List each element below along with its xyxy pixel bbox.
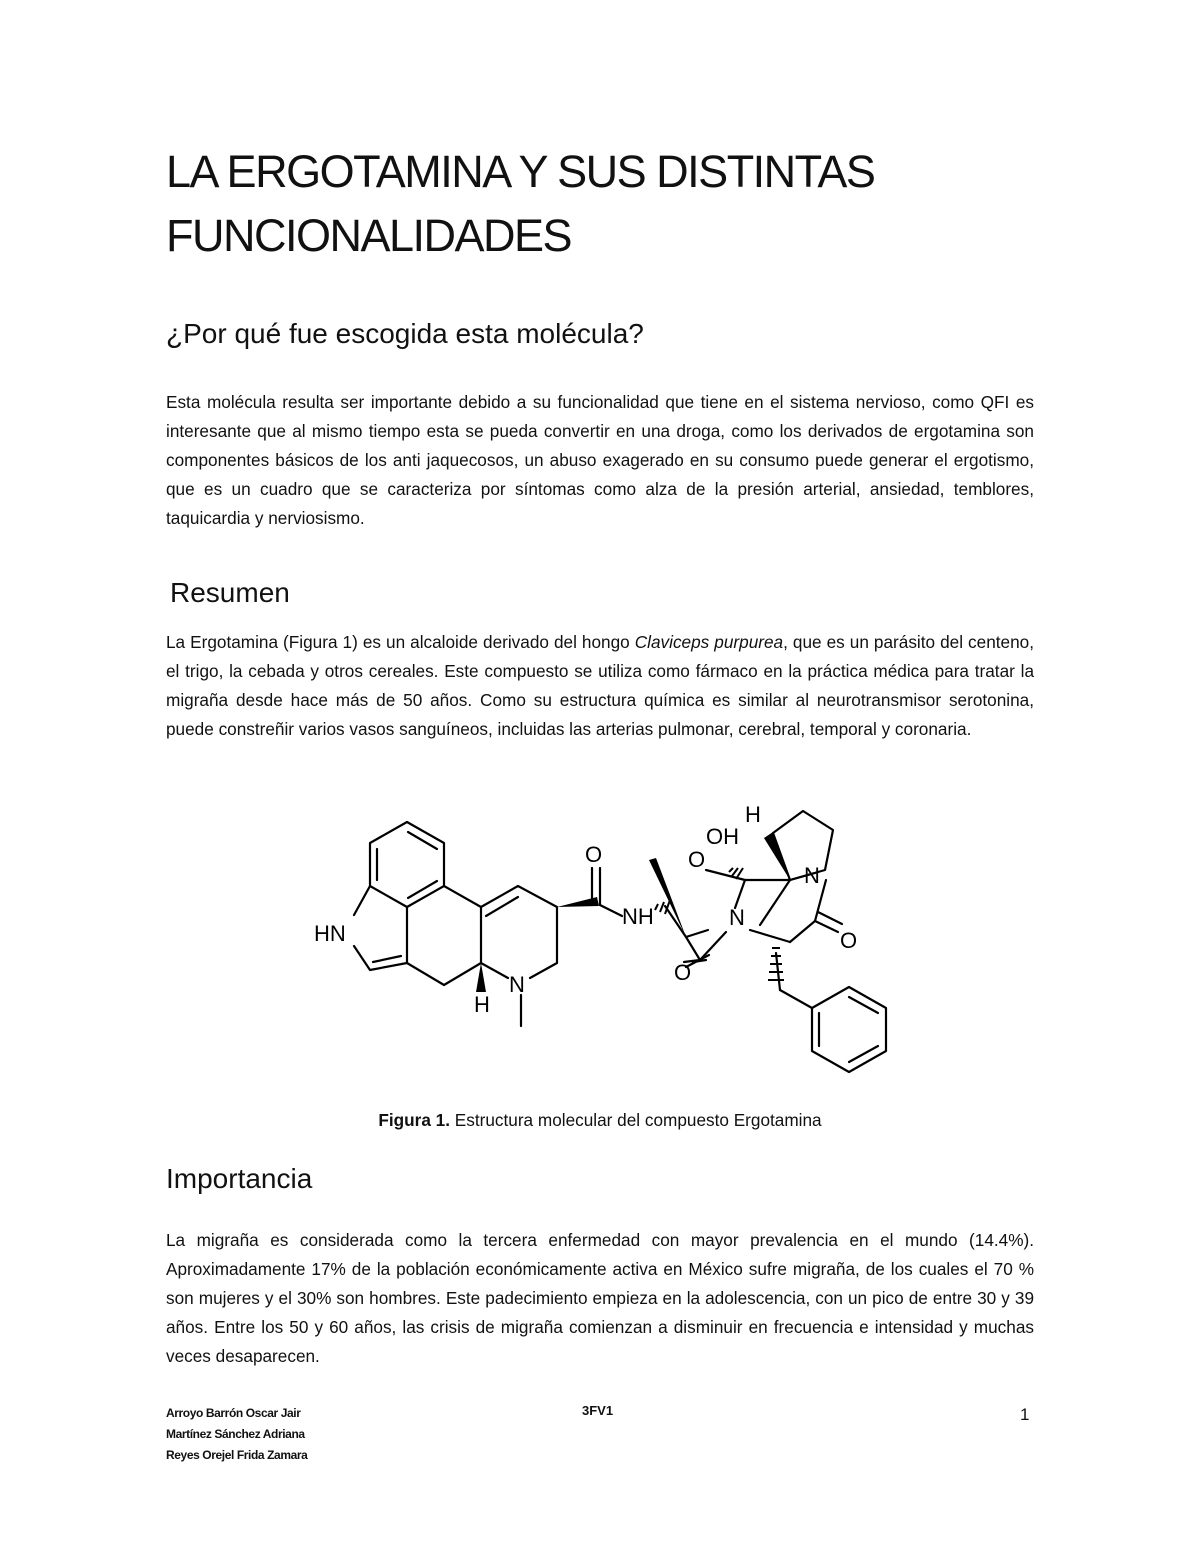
paragraph-importancia: La migraña es considerada como la tercera enfermedad con mayor prevalencia en el mundo (14.4%). Aproximadamente 17% de la población económicamente activa en México sufre migraña, de los cuales el 70 % son mujeres y el 30% son hombres. Este padecimiento empieza en la adolescencia, con un pico de entre 30 y 39 años. Entre los 50 y 60 años, las crisis de migraña comienzan a disminuir en frecuencia e intensidad y muchas veces desaparecen. (166, 1230, 1034, 1366)
document-title: LA ERGOTAMINA Y SUS DISTINTAS FUNCIONALIDADES (166, 146, 875, 261)
author-name: Reyes Orejel Frida Zamara (166, 1448, 308, 1462)
section-heading-importancia: Importancia (166, 1163, 313, 1194)
figure-caption-label: Figura 1. (378, 1110, 450, 1130)
page-number: 1 (1020, 1405, 1030, 1424)
atom-n-pyrrolidine: N (804, 863, 820, 888)
paragraph-resumen-start: La Ergotamina (Figura 1) es un alcaloide derivado del hongo (166, 632, 635, 652)
species-name: Claviceps purpurea (634, 632, 784, 652)
paragraph-resumen-end: , que es un parásito del centeno, el trigo, la cebada y otros cereales. Este compuesto se utiliza como fármaco en la práctica médica para tratar la migraña desde hace más de 50 años. Como su estructura química es similar al neurotransmisor serotonina, puede constreñir varios vasos sanguíneos, incluidas las arterias pulmonar, cerebral, temporal y coronaria. (166, 632, 1034, 739)
atom-n-ring: N (509, 972, 525, 997)
author-name: Martínez Sánchez Adriana (166, 1427, 305, 1441)
atom-o-carbonyl: O (585, 842, 603, 867)
ergotamine-structure (290, 795, 910, 1075)
author-name: Arroyo Barrón Oscar Jair (166, 1406, 301, 1420)
figure-caption-text: Estructura molecular del compuesto Ergotamina (450, 1110, 822, 1130)
paragraph-why: Esta molécula resulta ser importante debido a su funcionalidad que tiene en el sistema nervioso, como QFI es interesante que al mismo tiempo esta se pueda convertir en una droga, como los derivados de ergotamina son componentes básicos de los anti jaquecosos, un abuso exagerado en su consumo puede generar el ergotismo, que es un cuadro que se caracteriza por síntomas como alza de la presión arterial, ansiedad, temblores, taquicardia y nerviosismo. (166, 392, 1034, 528)
atom-nh: NH (622, 904, 654, 929)
atom-hn: HN (314, 921, 346, 946)
footer-group: 3FV1 (582, 1403, 614, 1418)
atom-h-right: H (745, 802, 761, 827)
atom-h-left: H (474, 992, 490, 1017)
section-heading-resumen: Resumen (170, 577, 290, 608)
figure-caption (0, 1110, 1200, 1131)
footer-authors (166, 1403, 307, 1466)
atom-o-right: O (840, 928, 858, 953)
atom-o-ring: O (688, 847, 706, 872)
atom-oh: OH (706, 824, 739, 849)
atom-n-central: N (729, 905, 745, 930)
atom-o-bottom: O (674, 960, 692, 985)
section-heading-why: ¿Por qué fue escogida esta molécula? (166, 318, 644, 349)
paragraph-resumen (166, 628, 1034, 744)
